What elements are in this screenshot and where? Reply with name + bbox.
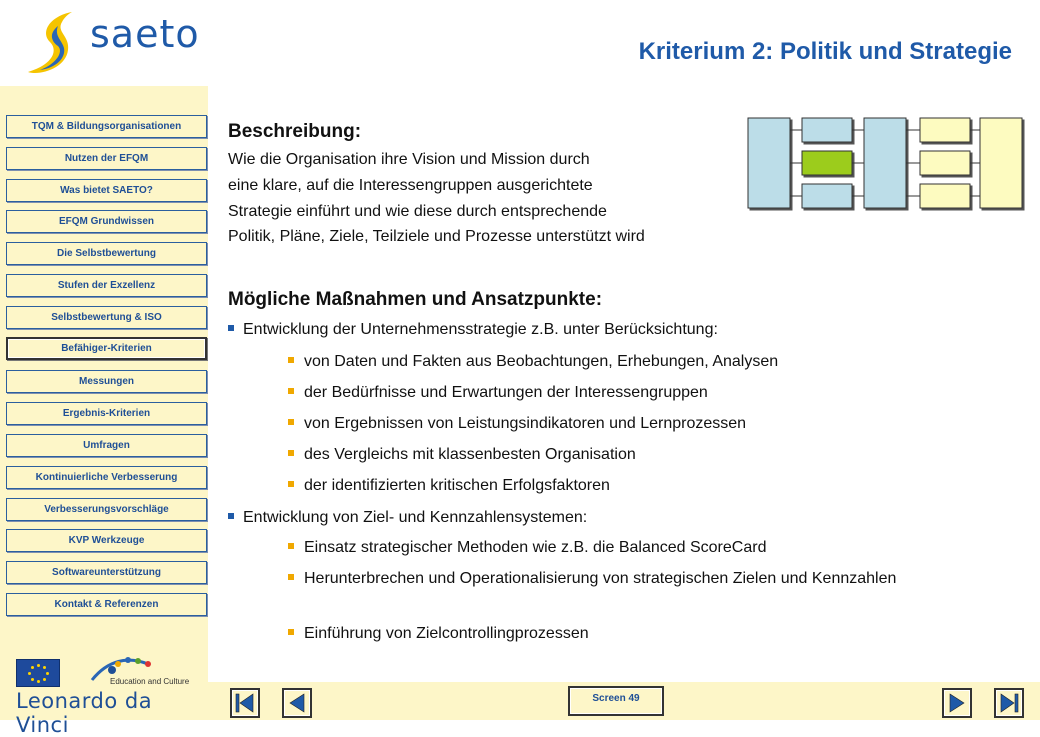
sidebar-item-nutzen[interactable]: Nutzen der EFQM — [6, 147, 207, 170]
sidebar-item-befaehiger[interactable]: Befähiger-Kriterien — [6, 337, 207, 360]
description-line: Strategie einführt und wie diese durch entsprechende — [228, 203, 607, 220]
eu-flag-icon — [16, 659, 60, 687]
measure-group: Entwicklung von Ziel- und Kennzahlensystemen: — [228, 509, 587, 527]
bullet-icon — [228, 513, 234, 519]
sidebar-item-vorschlaege[interactable]: Verbesserungsvorschläge — [6, 498, 207, 521]
saeto-swoosh-icon — [10, 6, 90, 86]
bullet-icon — [288, 388, 294, 394]
sponsor-logos — [0, 566, 208, 737]
sidebar-item-tqm[interactable]: TQM & Bildungsorganisationen — [6, 115, 207, 138]
sidebar-item-kvp[interactable]: KVP Werkzeuge — [6, 529, 207, 552]
bullet-icon — [288, 629, 294, 635]
sidebar-item-stufen[interactable]: Stufen der Exzellenz — [6, 274, 207, 297]
sidebar-item-grundwissen[interactable]: EFQM Grundwissen — [6, 210, 207, 233]
page-title: Kriterium 2: Politik und Strategie — [638, 38, 1012, 65]
arrow-right-icon — [944, 690, 970, 716]
arrow-left-icon — [284, 690, 310, 716]
screen-number: Screen 49 — [568, 686, 664, 716]
measure-item: Einsatz strategischer Methoden wie z.B. die Balanced ScoreCard — [288, 539, 766, 557]
previous-screen-button[interactable] — [282, 688, 312, 718]
sidebar-item-software[interactable]: Softwareunterstützung — [6, 561, 207, 584]
saeto-logo — [10, 6, 210, 86]
measure-item: Herunterbrechen und Operationalisierung von strategischen Zielen und Kennzahlen — [288, 567, 988, 591]
measure-item: Einführung von Zielcontrollingprozessen — [288, 625, 589, 643]
skip-last-icon — [996, 690, 1022, 716]
measures-heading: Mögliche Maßnahmen und Ansatzpunkte: — [228, 289, 603, 310]
sidebar-item-umfragen[interactable]: Umfragen — [6, 434, 207, 457]
efqm-model-diagram — [746, 116, 1028, 214]
measure-item: von Daten und Fakten aus Beobachtungen, Erhebungen, Analysen — [288, 353, 778, 371]
education-culture-text: Education and Culture — [110, 677, 190, 686]
sidebar-item-iso[interactable]: Selbstbewertung & ISO — [6, 306, 207, 329]
bullet-icon — [288, 419, 294, 425]
skip-first-icon — [232, 690, 258, 716]
measure-item: der Bedürfnisse und Erwartungen der Interessengruppen — [288, 384, 708, 402]
bullet-icon — [228, 325, 234, 331]
description-line: eine klare, auf die Interessengruppen ausgerichtete — [228, 177, 593, 194]
description-line: Wie die Organisation ihre Vision und Mission durch — [228, 151, 590, 168]
bullet-icon — [288, 357, 294, 363]
sidebar-item-selbstbewertung[interactable]: Die Selbstbewertung — [6, 242, 207, 265]
measure-item: von Ergebnissen von Leistungsindikatoren und Lernprozessen — [288, 415, 746, 433]
sidebar-item-kontakt[interactable]: Kontakt & Referenzen — [6, 593, 207, 616]
bullet-icon — [288, 450, 294, 456]
measure-item: des Vergleichs mit klassenbesten Organisation — [288, 446, 636, 464]
description-heading: Beschreibung: — [228, 121, 362, 142]
sidebar-item-ergebnis[interactable]: Ergebnis-Kriterien — [6, 402, 207, 425]
sidebar-item-messungen[interactable]: Messungen — [6, 370, 207, 393]
sidebar-item-saeto[interactable]: Was bietet SAETO? — [6, 179, 207, 202]
last-screen-button[interactable] — [994, 688, 1024, 718]
first-screen-button[interactable] — [230, 688, 260, 718]
bullet-icon — [288, 481, 294, 487]
next-screen-button[interactable] — [942, 688, 972, 718]
leonardo-da-vinci-logo: Leonardo da Vinci — [16, 689, 153, 737]
sidebar-item-kontinuierlich[interactable]: Kontinuierliche Verbesserung — [6, 466, 207, 489]
logo-wordmark: saeto — [90, 12, 200, 56]
measure-group: Entwicklung der Unternehmensstrategie z.B. unter Berücksichtung: — [228, 321, 718, 339]
bullet-icon — [288, 543, 294, 549]
measure-item: der identifizierten kritischen Erfolgsfaktoren — [288, 477, 610, 495]
description-line: Politik, Pläne, Ziele, Teilziele und Prozesse unterstützt wird — [228, 228, 645, 245]
bullet-icon — [288, 574, 294, 580]
